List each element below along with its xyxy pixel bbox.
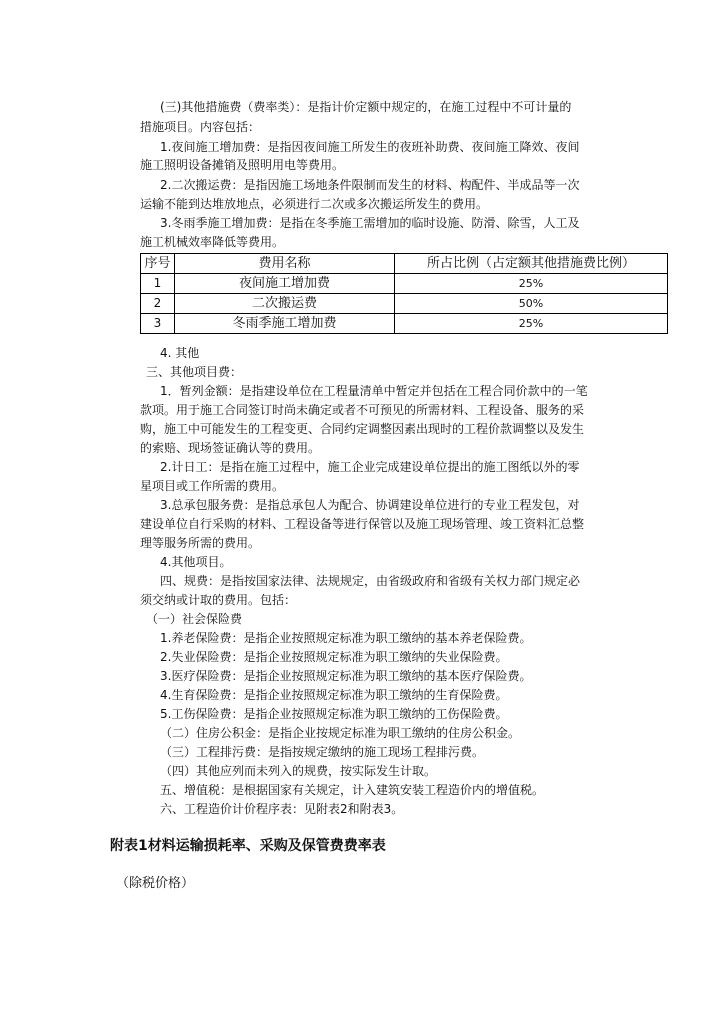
paragraph-line: 五、增值税：是根据国家有关规定，计入建筑安装工程造价内的增值税。 [160,783,545,797]
paragraph-line: 的索赔、现场签证确认等的费用。 [140,441,321,455]
paragraph-line: （三）工程排污费：是指按规定缴纳的施工现场工程排污费。 [160,745,485,759]
paragraph-line: 1.养老保险费：是指企业按照规定标准为职工缴纳的基本养老保险费。 [160,631,532,645]
cell-ratio: 25% [395,314,668,334]
paragraph-line: (三)其他措施费（费率类）：是指计价定额中规定的，在施工过程中不可计量的 [160,100,572,114]
paragraph-line: 三、其他项目费： [146,365,243,379]
paragraph-line: （二）住房公积金：是指企业按规定标准为职工缴纳的住房公积金。 [160,726,521,740]
paragraph-line: 措施项目。内容包括： [140,120,261,134]
header-index: 序号 [141,254,175,274]
paragraph-line: 3.冬雨季施工增加费：是指在冬季施工需增加的临时设施、防滑、除雪，人工及 [160,216,580,230]
paragraph-line: 购，施工中可能发生的工程变更、合同约定调整因素出现时的工程价款调整以及发生 [140,422,585,436]
table-row [141,314,668,334]
tax-note: （除税价格） [116,876,195,891]
paragraph-line: 星项目或工作所需的费用。 [140,479,285,493]
table-header-row [141,254,668,274]
table-row [141,274,668,294]
cell-fee-name: 冬雨季施工增加费 [175,314,395,334]
paragraph-line: 5.工伤保险费：是指企业按照规定标准为职工缴纳的工伤保险费。 [160,707,508,721]
paragraph-line: （四）其他应列而未列入的规费，按实际发生计取。 [160,764,437,778]
cell-index: 2 [141,294,175,314]
appendix-heading: 附表1材料运输损耗率、采购及保管费费率表 [110,838,386,854]
header-fee-name: 费用名称 [175,254,395,274]
paragraph-line: 款项。用于施工合同签订时尚未确定或者不可预见的所需材料、工程设备、服务的采 [140,403,585,417]
cell-index: 1 [141,274,175,294]
paragraph-line: 1.夜间施工增加费：是指因夜间施工所发生的夜班补助费、夜间施工降效、夜间 [160,140,580,154]
paragraph-line: 施工照明设备摊销及照明用电等费用。 [140,158,345,172]
paragraph-line: 4. 其他 [160,346,200,360]
paragraph-line: 建设单位自行采购的材料、工程设备等进行保管以及施工现场管理、竣工资料汇总整 [140,517,585,531]
paragraph-line: 4.生育保险费：是指企业按照规定标准为职工缴纳的生育保险费。 [160,688,508,702]
cell-fee-name: 夜间施工增加费 [175,274,395,294]
paragraph-line: 1．暂列金额：是指建设单位在工程量清单中暂定并包括在工程合同价款中的一笔 [160,384,588,398]
paragraph-line: 运输不能到达堆放地点，必须进行二次或多次搬运所发生的费用。 [140,197,489,211]
paragraph-line: 2.二次搬运费：是指因施工场地条件限制而发生的材料、构配件、半成品等一次 [160,178,580,192]
cell-ratio: 25% [395,274,668,294]
paragraph-line: （一）社会保险费 [146,612,243,626]
paragraph-line: 4.其他项目。 [160,555,232,569]
paragraph-line: 2.计日工：是指在施工过程中，施工企业完成建设单位提出的施工图纸以外的零 [160,460,580,474]
paragraph-line: 施工机械效率降低等费用。 [140,235,285,249]
paragraph-line: 六、工程造价计价程序表：见附表2和附表3。 [160,802,404,816]
cell-index: 3 [141,314,175,334]
paragraph-line: 须交纳或计取的费用。包括： [140,593,297,607]
paragraph-line: 2.失业保险费：是指企业按照规定标准为职工缴纳的失业保险费。 [160,650,508,664]
header-ratio: 所占比例（占定额其他措施费比例） [395,254,668,274]
paragraph-line: 理等服务所需的费用。 [140,536,261,550]
cell-ratio: 50% [395,294,668,314]
paragraph-line: 3.医疗保险费：是指企业按照规定标准为职工缴纳的基本医疗保险费。 [160,669,532,683]
paragraph-line: 四、规费：是指按国家法律、法规规定，由省级政府和省级有关权力部门规定必 [160,574,581,588]
fee-ratio-table [140,253,668,334]
paragraph-line: 3.总承包服务费：是指总承包人为配合、协调建设单位进行的专业工程发包，对 [160,498,580,512]
table-row [141,294,668,314]
cell-fee-name: 二次搬运费 [175,294,395,314]
